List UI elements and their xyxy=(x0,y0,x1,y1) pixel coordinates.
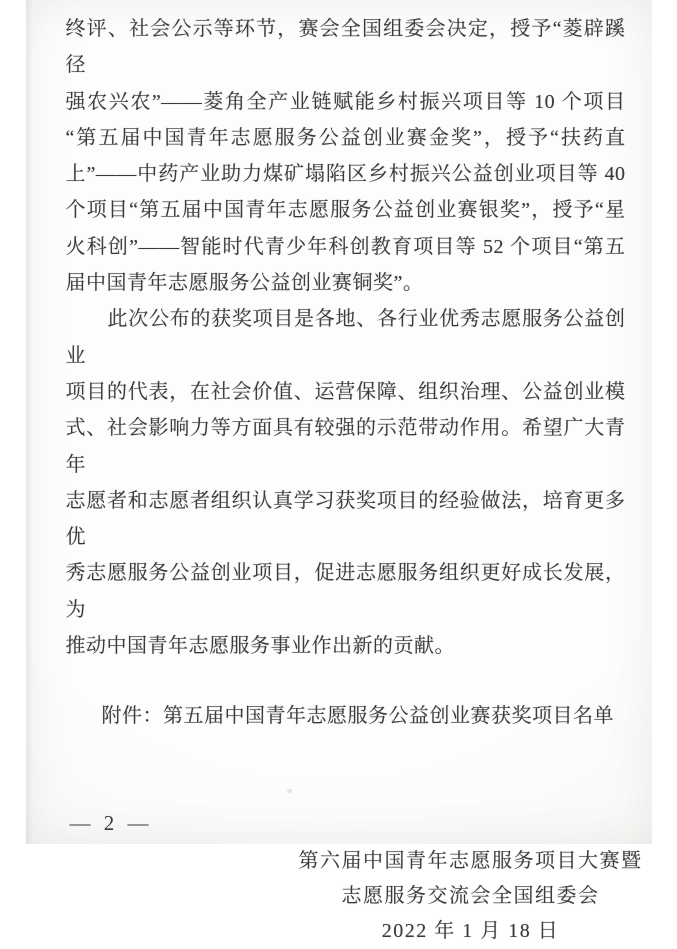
signature-org-line: 志愿服务交流会全国组委会 xyxy=(256,879,677,914)
paragraph-awards xyxy=(66,11,626,301)
body-text-line: 秀志愿服务公益创业项目，促进志愿服务组织更好成长发展，为 xyxy=(66,555,626,628)
page-number: — 2 — xyxy=(70,811,153,836)
attachment-line: 附件：第五届中国青年志愿服务公益创业赛获奖项目名单 xyxy=(66,698,626,734)
body-text-line: 终评、社会公示等环节，赛会全国组委会决定，授予“菱辟蹊径 xyxy=(66,11,626,84)
body-text-line: 志愿者和志愿者组织认真学习获奖项目的经验做法，培育更多优 xyxy=(66,483,626,556)
body-text-line: 此次公布的获奖项目是各地、各行业优秀志愿服务公益创业 xyxy=(66,301,626,374)
document-body xyxy=(26,0,652,844)
body-text-line: 届中国青年志愿服务公益创业赛铜奖”。 xyxy=(66,265,626,301)
body-text-line: 式、社会影响力等方面具有较强的示范带动作用。希望广大青年 xyxy=(66,410,626,483)
body-text-line: 强农兴农”——菱角全产业链赋能乡村振兴项目等 10 个项目 xyxy=(66,84,626,120)
body-text-line: 火科创”——智能时代青少年科创教育项目等 52 个项目“第五 xyxy=(66,229,626,265)
body-text-line: 上”——中药产业助力煤矿塌陷区乡村振兴公益创业项目等 40 xyxy=(66,156,626,192)
body-text-line: “第五届中国青年志愿服务公益创业赛金奖”，授予“扶药直 xyxy=(66,120,626,156)
scanned-document-page xyxy=(26,0,652,844)
signature-block xyxy=(256,844,677,949)
body-text-line: 推动中国青年志愿服务事业作出新的贡献。 xyxy=(66,628,626,664)
paragraph-commentary xyxy=(66,301,626,664)
body-text-line: 项目的代表，在社会价值、运营保障、组织治理、公益创业模 xyxy=(66,374,626,410)
signature-date: 2022 年 1 月 18 日 xyxy=(256,914,677,949)
scan-speck xyxy=(287,789,292,793)
signature-org-line: 第六届中国青年志愿服务项目大赛暨 xyxy=(256,844,677,879)
body-text-line: 个项目“第五届中国青年志愿服务公益创业赛银奖”，授予“星 xyxy=(66,192,626,228)
